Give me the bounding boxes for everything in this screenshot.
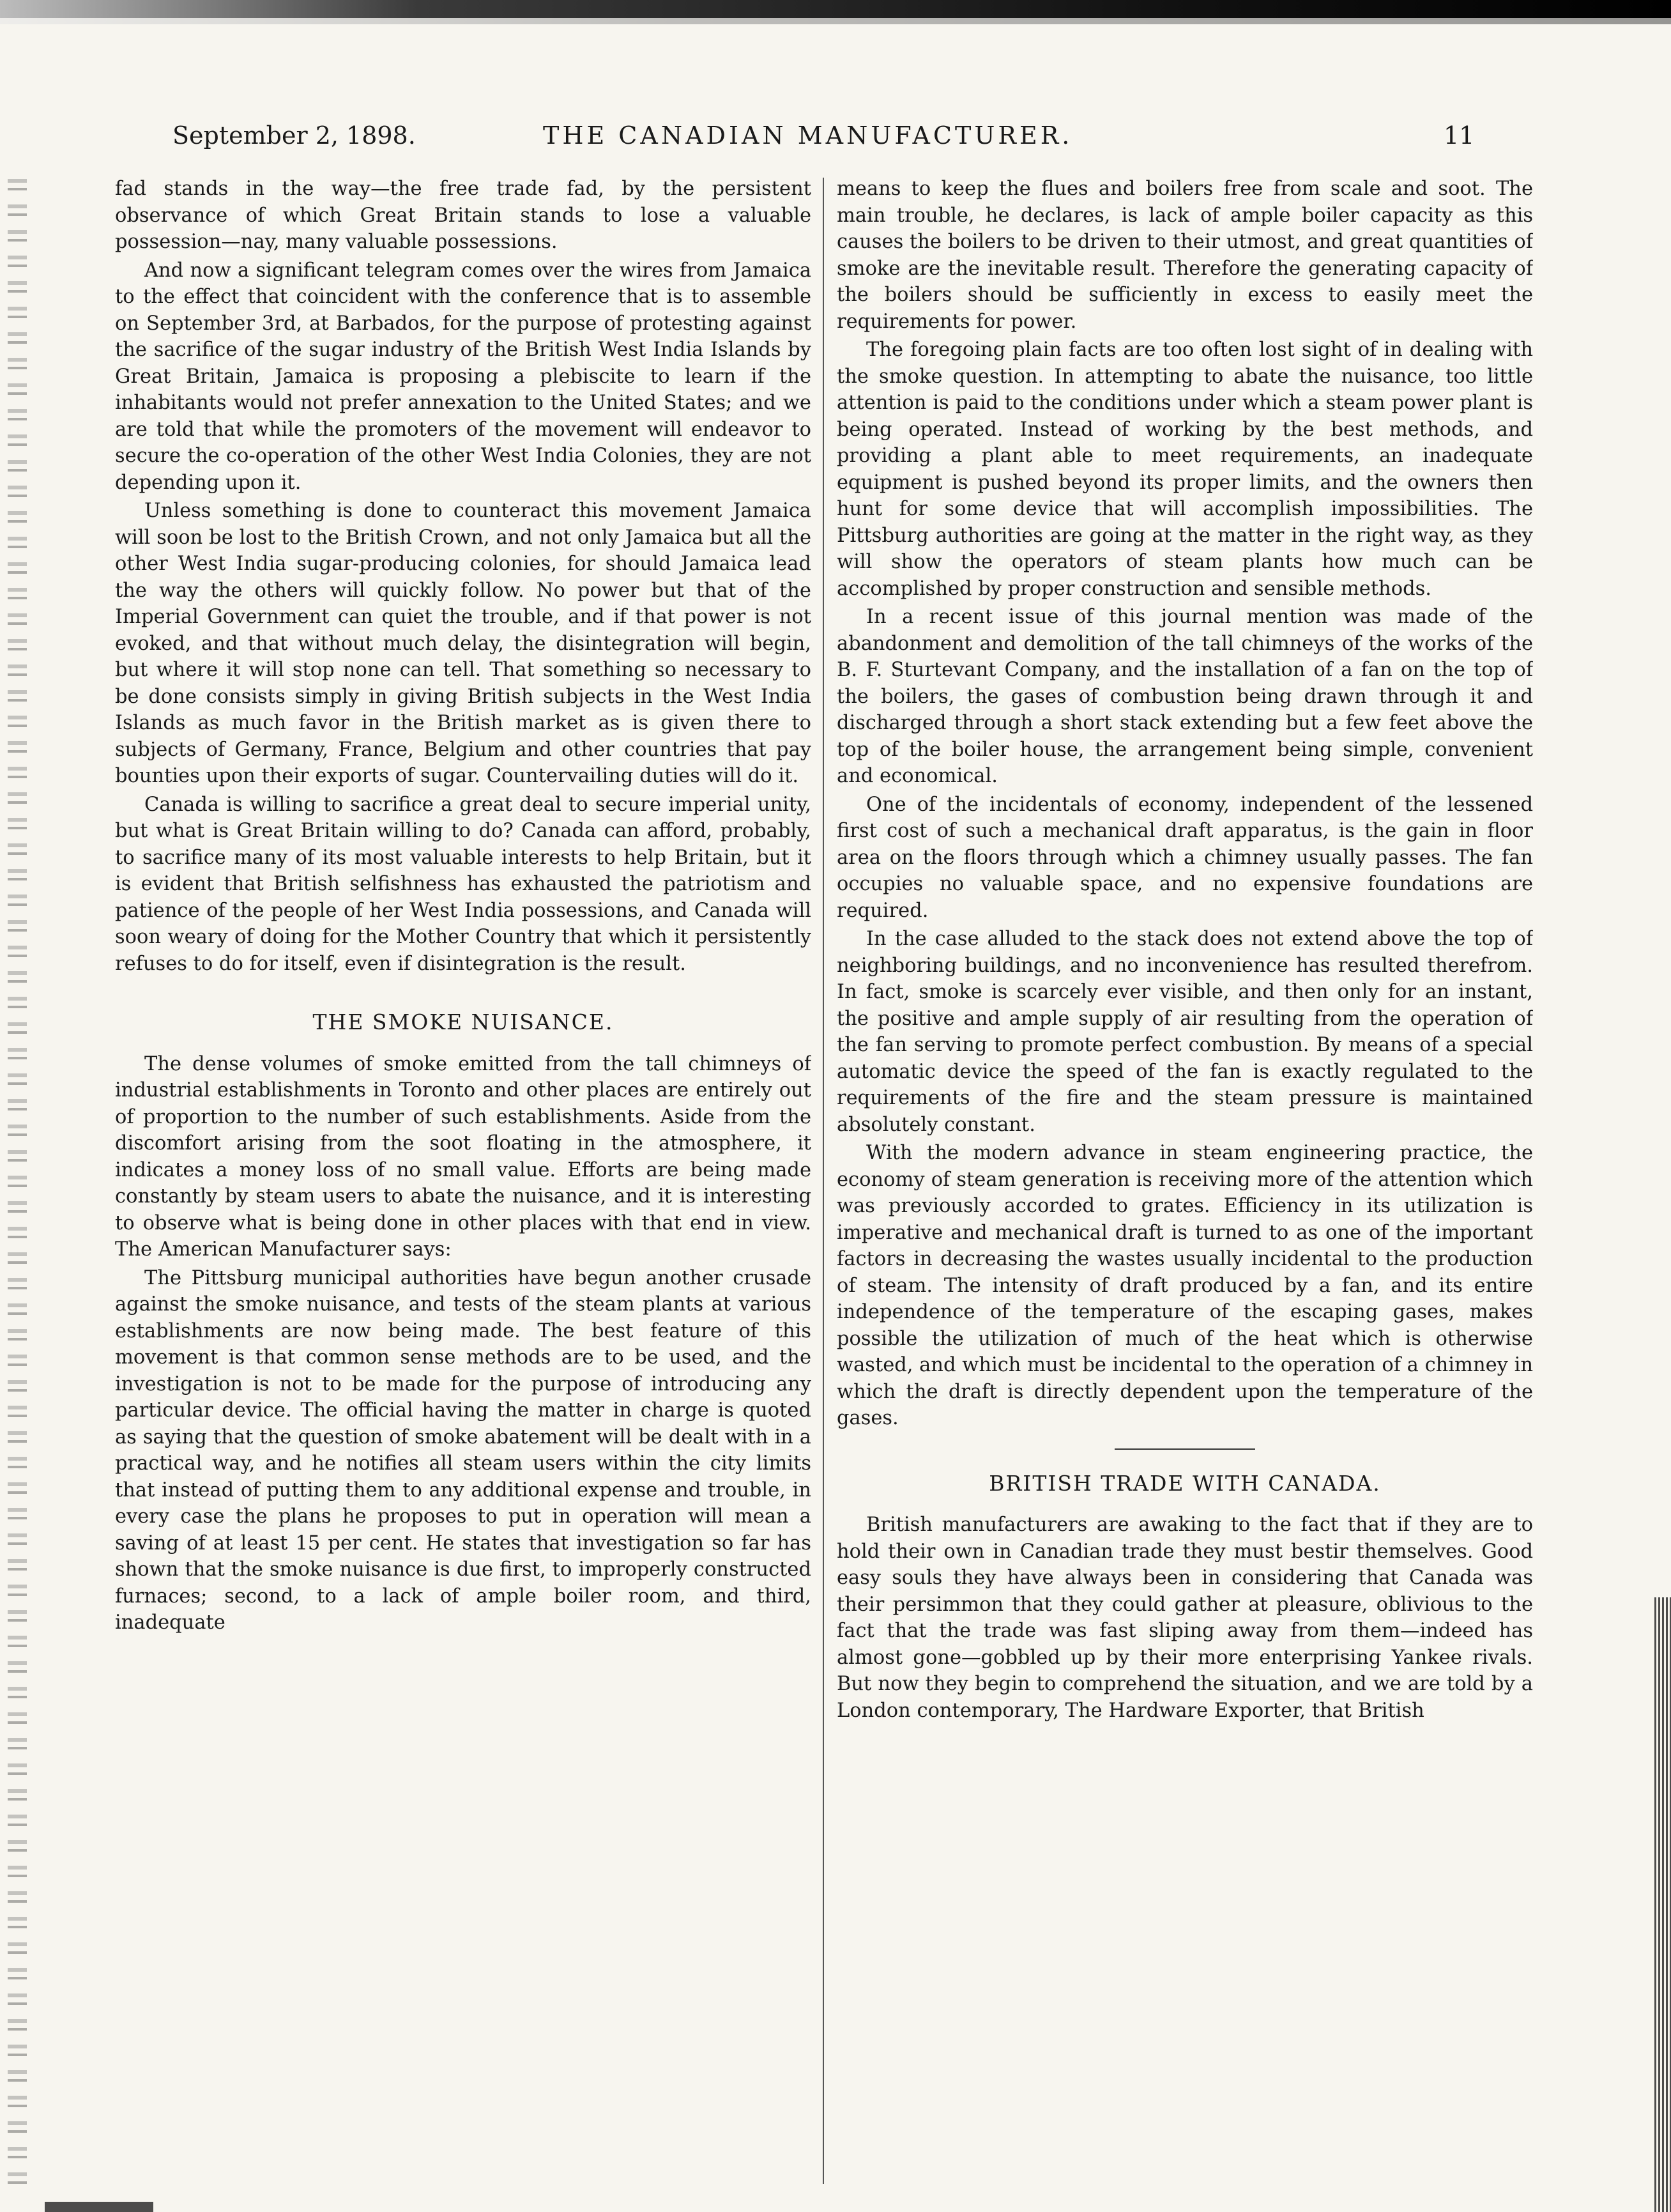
scan-top-shadow <box>0 18 1671 24</box>
section-rule <box>1115 1448 1255 1450</box>
paragraph: And now a significant telegram comes over the wires from Jamaica to the effect that coincident with the conference that is to assemble on September 3rd, at Barbados, for the purpose of protesting against the sacrifice of the sugar industry of the British West India Islands by Great Britain, Jamaica is proposing a plebiscite to learn if the inhabitants would not prefer annexation to the United States; and we are told that while the promoters of the movement will endeavor to secure the co-operation of the other West India Colonies, they are not depending upon it. <box>115 259 811 494</box>
page-header <box>0 115 1671 160</box>
issue-date: September 2, 1898. <box>172 121 416 150</box>
paragraph: The foregoing plain facts are too often lost sight of in dealing with the smoke question. In attempting to abate the nuisance, too little attention is paid to the conditions under which a steam power plant is being operated. Instead of working by the best methods, and providing a plant able to meet requirements, an inadequate equipment is pushed beyond its proper limits, and the owners then hunt for some device that will accomplish impossibilities. The Pittsburg authorities are going at the matter in the right way, as they will show the operators of steam plants how much can be accomplished by proper construction and sensible methods. <box>837 339 1533 600</box>
right-column <box>837 176 1533 2188</box>
paragraph: The Pittsburg municipal authorities have begun another crusade against the smoke nuisance, and tests of the steam plants at various establishments are now being made. The best feature of this movement is that common sense methods are to be used, and the investigation is not to be made for the purpose of introducing any particular device. The official having the matter in charge is quoted as saying that the question of smoke abatement will be dealt with in a practical way, and he notifies all steam users within the city limits that instead of putting them to any additional expense and trouble, in every case the plans he proposes to put in operation will mean a saving of at least 15 per cent. He states that investigation so far has shown that the smoke nuisance is due first, to improperly constructed furnaces; second, to a lack of ample boiler room, and third, inadequate <box>115 1266 811 1634</box>
scan-bottom-mark <box>45 2202 153 2212</box>
paragraph: With the modern advance in steam engineering practice, the economy of steam generation is receiving more of the attention which was previously accorded to grates. Efficiency in its utilization is imperative and mechanical draft is turned to as one of the important factors in decreasing the wastes usually incidental to the production of steam. The intensity of draft produced by a fan, and its entire independence of the temperature of the escaping gases, makes possible the utilization of much of the heat which is otherwise wasted, and which must be incidental to the operation of a chimney in which the draft is directly dependent upon the temperature of the gases. <box>837 1142 1533 1429</box>
paragraph: The dense volumes of smoke emitted from the tall chimneys of industrial establishments in Toronto and other places are entirely out of proportion to the number of such establishments. Aside from the discomfort arising from the soot floating in the atmosphere, it indicates a money loss of no small value. Efforts are being made constantly by steam users to abate the nuisance, and it is interesting to observe what is being done in other places with that end in view. The American Manufacturer says: <box>115 1052 811 1261</box>
paragraph: British manufacturers are awaking to the fact that if they are to hold their own in Canadian trade they must bestir themselves. Good easy souls they have always been in considering that Canada was their persimmon that they could gather at pleasure, oblivious to the fact that the trade was fast sliping away from them—indeed has almost gone—gobbled up by their more enterprising Yankee rivals. But now they begin to comprehend the situation, and we are told by a London contemporary, The Hardware Exporter, that British <box>837 1514 1533 1722</box>
section-heading: THE SMOKE NUISANCE. <box>312 1010 614 1034</box>
column-divider <box>823 178 824 2184</box>
paragraph: Canada is willing to sacrifice a great deal to secure imperial unity, but what is Great Britain willing to do? Canada can afford, probably, to sacrifice many of its most valuable interests to help Britain, but it is evident that British selfishness has exhausted the patriotism and patience of the people of her West India possessions, and Canada will soon weary of doing for the Mother Country that which it persistently refuses to do for itself, even if disintegration is the result. <box>115 793 811 975</box>
section-heading: BRITISH TRADE WITH CANADA. <box>989 1470 1381 1496</box>
left-column <box>115 176 811 2188</box>
paragraph: Unless something is done to counteract this movement Jamaica will soon be lost to the British Crown, and not only Jamaica but all the other West India sugar-producing colonies, for should Jamaica lead the way the others will quickly follow. No power but that of the Imperial Government can quiet the trouble, and if that power is not evoked, and that without much delay, the disintegration will begin, but where it will stop none can tell. That something so necessary to be done consists simply in giving British subjects in the West India Islands as much favor in the British market as is given there to subjects of Germany, France, Belgium and other countries that pay bounties upon their exports of sugar. Countervailing duties will do it. <box>115 500 811 787</box>
publication-title: THE CANADIAN MANUFACTURER. <box>543 121 1073 150</box>
scan-binding-marks <box>8 179 27 2192</box>
page-number: 11 <box>1444 121 1475 150</box>
paragraph: In a recent issue of this journal mention was made of the abandonment and demolition of the tall chimneys of the works of the B. F. Sturtevant Company, and the installation of a fan on the top of the boilers, the gases of combustion being drawn through it and discharged through a short stack extending but a few feet above the top of the boiler house, the arrangement being simple, convenient and economical. <box>837 606 1533 787</box>
paragraph: means to keep the flues and boilers free from scale and soot. The main trouble, he declares, is lack of ample boiler capacity as this causes the boilers to be driven to their utmost, and great quantities of smoke are the inevitable result. Therefore the generating capacity of the boilers should be sufficiently in excess to easily meet the requirements for power. <box>837 178 1533 333</box>
paragraph: fad stands in the way—the free trade fad, by the persistent observance of which Great Britain stands to lose a valuable possession—nay, many valuable possessions. <box>115 178 811 253</box>
scan-top-edge <box>0 0 1671 18</box>
paragraph: One of the incidentals of economy, independent of the lessened first cost of such a mechanical draft apparatus, is the gain in floor area on the floors through which a chimney usually passes. The fan occupies no valuable space, and no expensive foundations are required. <box>837 793 1533 922</box>
scan-edge-marks <box>1654 1597 1671 2212</box>
paragraph: In the case alluded to the stack does not extend above the top of neighboring buildings, and no inconvenience has resulted therefrom. In fact, smoke is scarcely ever visible, and then only for an instant, the positive and ample supply of air resulting from the operation of the fan serving to promote perfect combustion. By means of a special automatic device the speed of the fan is exactly regulated to the requirements of the fire and the steam pressure is maintained absolutely constant. <box>837 928 1533 1136</box>
